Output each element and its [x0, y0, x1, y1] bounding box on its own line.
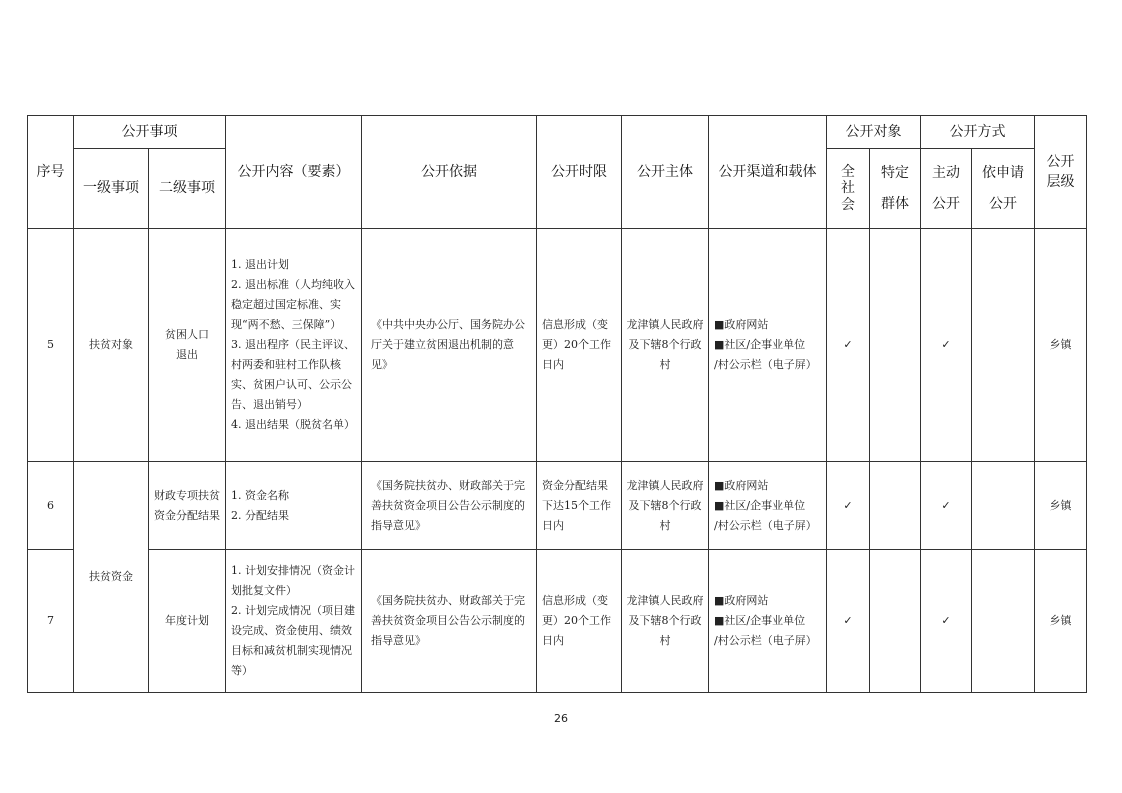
header-method-active-line-2: 公开: [932, 195, 960, 212]
header-method-request: [972, 149, 1035, 229]
row-content: [226, 462, 362, 550]
row-channel: [709, 550, 827, 693]
row-content: [226, 229, 362, 462]
header-object-all: [827, 149, 870, 229]
header-level-line-2: 层级: [1046, 174, 1075, 190]
table-row: [28, 462, 1087, 550]
row-channel: [709, 462, 827, 550]
content-line: 1. 资金名称: [231, 488, 289, 502]
channel-line: /村公示栏（电子屏）: [714, 518, 817, 532]
row-subject: 龙津镇人民政府及下辖8个行政村: [622, 550, 709, 693]
row-subject: 龙津镇人民政府及下辖8个行政村: [622, 462, 709, 550]
header-method-group: 公开方式: [921, 116, 1035, 149]
row-channel: [709, 229, 827, 462]
header-items-group: 公开事项: [74, 116, 226, 149]
channel-line: ■政府网站: [714, 318, 769, 331]
content-line: 4. 退出结果（脱贫名单）: [231, 418, 355, 431]
header-level1: 一级事项: [74, 149, 149, 229]
table-row: [28, 550, 1087, 693]
channel-line: ■社区/企事业单位: [714, 614, 806, 627]
channel-line: ■政府网站: [714, 594, 769, 607]
content-line: 3. 退出程序（民主评议、村两委和驻村工作队核实、贫困户认可、公示公告、退出销号）: [231, 338, 355, 411]
content-line: 2. 退出标准（人均纯收入稳定超过国定标准、实现“两不愁、三保障”）: [231, 278, 355, 331]
header-row-1: [28, 116, 1087, 149]
channel-line: ■政府网站: [714, 478, 769, 492]
table-row: [28, 229, 1087, 462]
header-timelimit: 公开时限: [537, 116, 622, 229]
row-seq: 5: [28, 229, 74, 462]
content-line: 2. 计划完成情况（项目建设完成、资金使用、绩效目标和减贫机制实现情况等）: [231, 604, 355, 677]
row-timelimit: 信息形成（变更）20个工作日内: [537, 550, 622, 693]
row-request-check: [972, 550, 1035, 693]
channel-line: ■社区/企事业单位: [714, 338, 806, 351]
row-specific-check: [870, 229, 921, 462]
header-object-all-char-1: 全: [841, 164, 855, 181]
header-method-active-line-1: 主动: [932, 164, 960, 181]
channel-line: ■社区/企事业单位: [714, 498, 806, 512]
row-timelimit: 信息形成（变更）20个工作日内: [537, 229, 622, 462]
row-content: [226, 550, 362, 693]
row-all-public-check: ✓: [827, 462, 870, 550]
row-all-public-check: ✓: [827, 229, 870, 462]
header-method-active: [921, 149, 972, 229]
row-seq: 6: [28, 462, 74, 550]
header-level2: 二级事项: [149, 149, 226, 229]
header-content: 公开内容（要素）: [226, 116, 362, 229]
content-line: 2. 分配结果: [231, 508, 289, 522]
row-basis: 《中共中央办公厅、国务院办公厅关于建立贫困退出机制的意见》: [362, 229, 537, 462]
channel-line: /村公示栏（电子屏）: [714, 634, 817, 647]
row-level: 乡镇: [1035, 462, 1087, 550]
row-active-check: ✓: [921, 550, 972, 693]
row-timelimit: 资金分配结果下达15个工作日内: [537, 462, 622, 550]
row-level1: 扶贫资金: [74, 462, 149, 693]
row-specific-check: [870, 462, 921, 550]
header-subject: 公开主体: [622, 116, 709, 229]
header-object-specific-line-2: 群体: [881, 195, 909, 212]
row-active-check: ✓: [921, 229, 972, 462]
header-object-specific: [870, 149, 921, 229]
header-object-group: 公开对象: [827, 116, 921, 149]
header-object-all-char-3: 会: [841, 196, 855, 213]
row-subject: 龙津镇人民政府及下辖8个行政村: [622, 229, 709, 462]
header-level-line-1: 公开: [1046, 153, 1075, 170]
header-object-all-char-2: 社: [841, 180, 855, 197]
page-number: 26: [554, 712, 568, 725]
row-seq: 7: [28, 550, 74, 693]
header-level: [1035, 116, 1087, 229]
row-level: 乡镇: [1035, 550, 1087, 693]
row-level2: 年度计划: [149, 550, 226, 693]
row-level: 乡镇: [1035, 229, 1087, 462]
header-seq: 序号: [28, 116, 74, 229]
row-request-check: [972, 462, 1035, 550]
row-basis: 《国务院扶贫办、财政部关于完善扶贫资金项目公告公示制度的指导意见》: [362, 462, 537, 550]
row-basis: 《国务院扶贫办、财政部关于完善扶贫资金项目公告公示制度的指导意见》: [362, 550, 537, 693]
channel-line: /村公示栏（电子屏）: [714, 358, 817, 371]
header-object-specific-line-1: 特定: [881, 164, 909, 181]
row-request-check: [972, 229, 1035, 462]
row-active-check: ✓: [921, 462, 972, 550]
row-level2: 贫困人口退出: [149, 229, 226, 462]
row-level1: 扶贫对象: [74, 229, 149, 462]
row-specific-check: [870, 550, 921, 693]
header-basis: 公开依据: [362, 116, 537, 229]
row-level2: 财政专项扶贫资金分配结果: [149, 462, 226, 550]
row-all-public-check: ✓: [827, 550, 870, 693]
header-channel: 公开渠道和载体: [709, 116, 827, 229]
disclosure-table: [27, 115, 1087, 693]
header-method-request-line-2: 公开: [989, 195, 1017, 212]
header-method-request-line-1: 依申请: [982, 164, 1024, 181]
content-line: 1. 计划安排情况（资金计划批复文件）: [231, 564, 355, 597]
content-line: 1. 退出计划: [231, 258, 289, 271]
